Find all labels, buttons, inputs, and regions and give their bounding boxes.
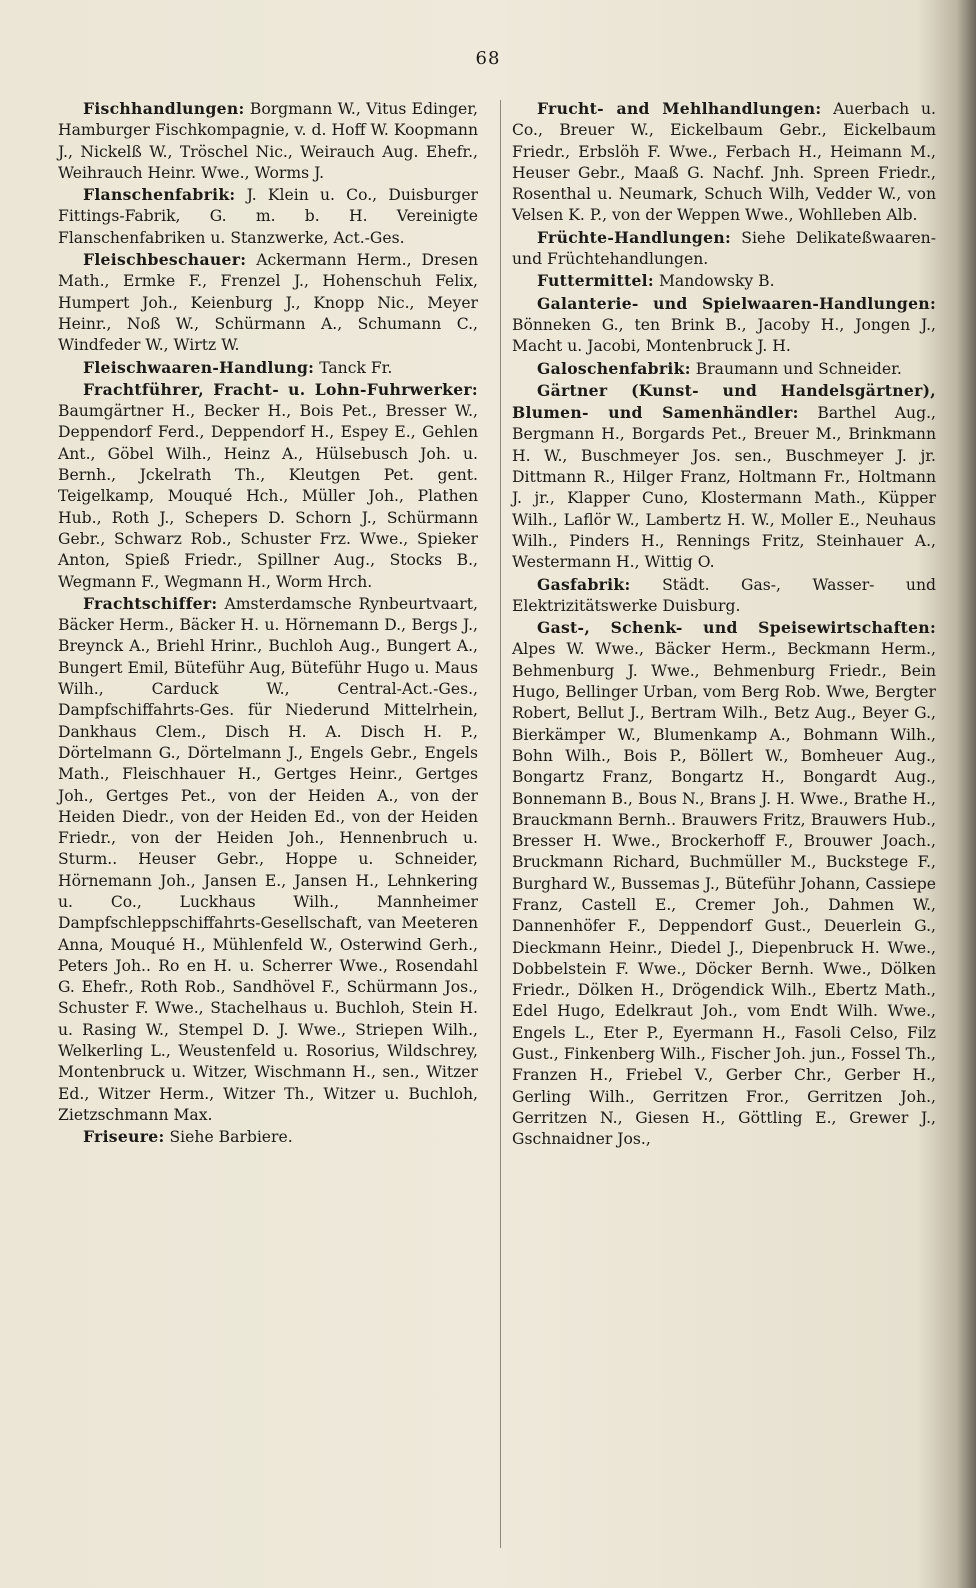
entry-heading: Gasfabrik: — [536, 574, 631, 594]
entry-gaertner — [512, 380, 936, 574]
entry-heading: Fleischwaaren-Handlung: — [82, 357, 315, 377]
entry-text: Tanck Fr. — [319, 358, 393, 377]
entry-heading: Futtermittel: — [536, 271, 654, 291]
entry-heading: Früchte-Handlungen: — [536, 227, 732, 247]
left-column — [58, 98, 478, 1149]
entry-flanschenfabrik — [58, 184, 478, 249]
entry-gasfabrik — [512, 574, 936, 618]
entry-heading: Galanterie- und Spielwaaren-Handlungen: — [536, 293, 936, 313]
entry-text: Baumgärtner H., Becker H., Bois Pet., Bresser W., Deppendorf Ferd., Deppendorf H., Espey E., Gehlen Ant., Göbel Wilh., Heinz A., Hülsebusch Joh. u. Bernh., Jckelrath Th., Kleutgen Pet. gent. Teigelkamp, Mouqué Hch., Müller Joh., Plathen Hub., Roth J., Schepers D. Schorn J., Schürmann Gebr., Schwarz Rob., Schuster Frz. Wwe., Spieker Anton, Spieß Friedr., Spillner Aug., Stocks B., Wegmann F., Wegmann H., Worm Hrch. — [58, 402, 478, 591]
entry-text: Ackermann Herm., Dresen Math., Ermke F., Frenzel J., Hohenschuh Felix, Humpert Joh., Keienburg J., Knopp Nic., Meyer Heinr., Noß W., Schürmann A., Schumann C., Windfeder W., Wirtz W. — [58, 251, 478, 355]
entry-heading: Gast-, Schenk- und Speisewirtschaften: — [536, 618, 936, 638]
entry-fleischbeschauer — [58, 249, 478, 356]
entry-text: J. Klein u. Co., Duisburger Fittings-Fabrik, G. m. b. H. Vereinigte Flanschenfabriken u. Stanzwerke, Act.-Ges. — [58, 186, 478, 247]
entry-heading: Fleischbeschauer: — [82, 250, 247, 270]
entry-futtermittel — [512, 270, 936, 292]
entry-text: Bönneken G., ten Brink B., Jacoby H., Jongen J., Macht u. Jacobi, Montenbruck J. H. — [512, 315, 936, 356]
entry-heading: Frucht- and Mehlhandlungen: — [536, 99, 822, 118]
entry-heading: Galoschenfabrik: — [536, 358, 691, 378]
entry-frucht-mehlhandlungen — [512, 98, 936, 227]
entry-text: Alpes W. Wwe., Bäcker Herm., Beckmann Herm., Behmenburg J. Wwe., Behmenburg Friedr., Bein Hugo, Bellinger Urban, vom Berg Rob. Wwe, Bergter Robert, Bellut J., Bertram Wilh., Betz Aug., Beyer G., Bierkämper W., Blumenkamp A., Bohmann Wilh., Bohn Wilh., Bois P., Böllert W., Bomheuer Aug., Bongartz Franz, Bongartz H., Bongardt Aug., Bonnemann B., Bous N., Brans J. H. Wwe., Brathe H., Brauckmann Bernh.. Brauwers Fritz, Brauwers Hub., Bresser H. Wwe., Brockerhoff F., Brouwer Joach., Bruckmann Richard, Buchmüller M., Buckstege F., Burghard W., Bussemas J., Büteführ Johann, Cassiepe Franz, Castell E., Cremer Joh., Dahmen W., Dannenhöfer F., Deppendorf Gust., Deuerlein G., Dieckmann Heinr., Diedel J., Diepenbruck H. Wwe., Dobbelstein F. Wwe., Döcker Bernh. Wwe., Dölken Friedr., Dölken H., Drögendick Wilh., Ebertz Math., Edel Hugo, Edelkraut Joh., vom Endt Wilh. Wwe., Engels L., Eter P., Eyermann H., Fasoli Celso, Filz Gust., Finkenberg Wilh., Fischer Joh. jun., Fossel Th., Franzen H., Friebel V., Gerber Chr., Gerber H., Gerling Wilh., Gerritzen Fror., Gerritzen Joh., Gerritzen N., Giesen H., Göttling E., Grewer J., Gschnaidner Jos., — [512, 640, 936, 1149]
entry-heading: Gärtner (Kunst- und Handelsgärtner), Blumen- und Samenhändler: — [512, 380, 936, 423]
entry-text: Mandowsky B. — [658, 272, 775, 291]
entry-galoschenfabrik — [512, 358, 936, 380]
entry-text: Siehe Delikateßwaaren- und Früchtehandlungen. — [512, 228, 936, 269]
entry-text: Siehe Barbiere. — [169, 1128, 293, 1147]
entry-heading: Flanschenfabrik: — [82, 185, 236, 205]
entry-text: Städt. Gas-, Wasser- und Elektrizitätswerke Duisburg. — [512, 575, 936, 615]
entry-fischhandlungen — [58, 98, 478, 184]
entry-heading: Frachtschiffer: — [82, 593, 218, 613]
entry-text: Barthel Aug., Bergmann H., Borgards Pet., Breuer M., Brinkmann H. W., Buschmeyer Jos. sen., Buschmeyer J. jr. Dittmann R., Hilger Franz, Holtmann Fr., Holtmann J. jr., Klapper Cuno, Klostermann Math., Küpper Wilh., Laflör W., Lambertz H. W., Moller E., Neuhaus Wilh., Pinders H., Rennings Fritz, Steinhauer A., Westermann H., Wittig O. — [512, 404, 936, 572]
entry-text: Borgmann W., Vitus Edinger, Hamburger Fischkompagnie, v. d. Hoff W. Koopmann J., Nickelß W., Tröschel Nic., Weirauch Aug. Ehefr., Weihrauch Heinr. Wwe., Worms J. — [58, 100, 478, 182]
entry-heading: Fischhandlungen: — [82, 99, 245, 118]
entry-text: Braumann und Schneider. — [695, 359, 902, 378]
right-column — [512, 98, 936, 1151]
entry-heading: Friseure: — [82, 1127, 165, 1147]
entry-fleischwaaren-handlung — [58, 357, 478, 379]
column-divider — [500, 100, 501, 1548]
entry-frachtfuehrer — [58, 379, 478, 593]
entry-text: Auerbach u. Co., Breuer W., Eickelbaum Gebr., Eickelbaum Friedr., Erbslöh F. Wwe., Ferbach H., Heimann M., Heuser Gebr., Maaß G. Nachf. Jnh. Spreen Friedr., Rosenthal u. Neumark, Schuch Wilh, Vedder W., von Velsen K. P., von der Weppen Wwe., Wohlleben Alb. — [512, 100, 936, 225]
entry-galanterie-spielwaaren — [512, 293, 936, 358]
entry-friseure — [58, 1126, 478, 1148]
entry-frachtschiffer — [58, 593, 478, 1126]
entry-gastwirtschaften — [512, 617, 936, 1150]
page-number: 68 — [475, 48, 501, 69]
entry-heading: Frachtführer, Fracht- u. Lohn-Fuhrwerker: — [82, 379, 478, 399]
entry-text: Amsterdamsche Rynbeurtvaart, Bäcker Herm., Bäcker H. u. Hörnemann D., Bergs J., Breynck A., Briehl Hrinr., Buchloh Aug., Bungert A., Bungert Emil, Büteführ Aug, Büteführ Hugo u. Maus Wilh., Carduck W., Central-Act.-Ges., Dampfschiffahrts-Ges. für Niederund Mittelrhein, Dankhaus Clem., Disch H. A. Disch H. P., Dörtelmann G., Dörtelmann J., Engels Gebr., Engels Math., Fleischhauer H., Gertges Heinr., Gertges Joh., Gertges Pet., von der Heiden A., von der Heiden Diedr., von der Heiden Ed., von der Heiden Friedr., von der Heiden Joh., Hennenbruch u. Sturm.. Heuser Gebr., Hoppe u. Schneider, Hörnemann Joh., Jansen E., Jansen H., Lehnkering u. Co., Luckhaus Wilh., Mannheimer Dampfschleppschiffahrts-Gesellschaft, van Meeteren Anna, Mouqué H., Mühlenfeld W., Osterwind Gerh., Peters Joh.. Ro en H. u. Scherrer Wwe., Rosendahl G. Ehefr., Roth Rob., Sandhövel F., Schürmann Jos., Schuster F. Wwe., Stachelhaus u. Buchloh, Stein H. u. Rasing W., Stempel D. J. Wwe., Striepen Wilh., Welkerling L., Weustenfeld u. Rosorius, Wildschrey, Montenbruck u. Witzer, Wischmann H., sen., Witzer Ed., Witzer Herm., Witzer Th., Witzer u. Buchloh, Zietzschmann Max. — [58, 594, 478, 1124]
entry-fruechte-handlungen — [512, 227, 936, 271]
